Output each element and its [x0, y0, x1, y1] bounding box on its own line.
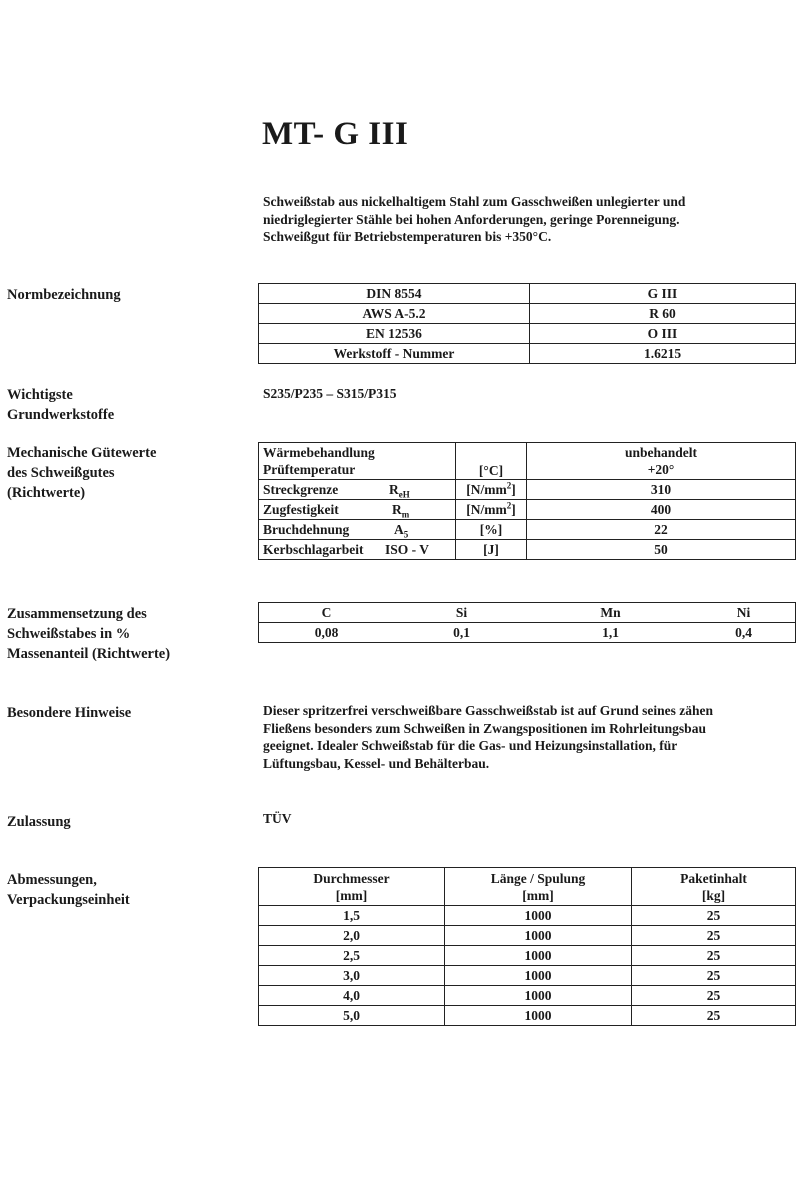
property-unit: [%] — [456, 520, 527, 540]
property-unit: [J] — [456, 540, 527, 560]
table-row — [259, 540, 796, 560]
table-row — [259, 500, 796, 520]
hinweise-label: Besondere Hinweise — [7, 705, 132, 721]
label-line: Zusammensetzung des — [7, 606, 147, 622]
intro-line: Schweißstab aus nickelhaltigem Stahl zum Gasschweißen unlegierter und — [263, 194, 686, 209]
element-c: C — [259, 603, 395, 623]
table-row — [259, 304, 796, 324]
table-row — [259, 623, 796, 643]
cell-length: 1000 — [445, 946, 632, 966]
page-title: MT- G III — [262, 116, 409, 152]
value-ni: 0,4 — [692, 623, 796, 643]
intro-line: niedriglegierter Stähle bei hohen Anforderungen, geringe Porenneigung. — [263, 211, 680, 227]
property-unit: $[N/mm^2]$ — [456, 500, 527, 520]
cell-length: 1000 — [445, 966, 632, 986]
cell-package: 25 — [632, 946, 796, 966]
table-row — [259, 906, 796, 926]
text-line: geeignet. Idealer Schweißstab für die Gas- und Heizungsinstallation, für — [263, 738, 678, 753]
cell-package: 25 — [632, 926, 796, 946]
property-value: 22 — [527, 520, 796, 540]
norm-std: DIN 8554 — [259, 284, 530, 304]
label-line: Verpackungseinheit — [7, 892, 130, 908]
zulassung-value: TÜV — [263, 811, 292, 826]
text-line: Lüftungsbau, Kessel- und Behälterbau. — [263, 755, 490, 771]
norm-value: O III — [530, 324, 796, 344]
property-name: Zugfestigkeit $R_m$ — [259, 500, 456, 520]
table-header-row — [259, 443, 796, 480]
label-line: Massenanteil (Richtwerte) — [7, 646, 171, 662]
cell-length: 1000 — [445, 986, 632, 1006]
table-row — [259, 284, 796, 304]
header-paketinhalt: Paketinhalt [kg] — [632, 868, 796, 906]
cell-diameter: 2,0 — [259, 926, 445, 946]
cell-diameter: 4,0 — [259, 986, 445, 1006]
mechanisch-label — [7, 443, 156, 503]
table-row — [259, 946, 796, 966]
table-row — [259, 966, 796, 986]
table-row — [259, 926, 796, 946]
norm-value: G III — [530, 284, 796, 304]
text-line: Dieser spritzerfrei verschweißbare Gasschweißstab ist auf Grund seines zähen — [263, 703, 713, 718]
table-row — [259, 480, 796, 500]
norm-value: R 60 — [530, 304, 796, 324]
property-name: Kerbschlagarbeit ISO - V — [259, 540, 456, 560]
cell-length: 1000 — [445, 906, 632, 926]
label-line: Mechanische Gütewerte — [7, 445, 157, 461]
cell-length: 1000 — [445, 1006, 632, 1026]
element-mn: Mn — [529, 603, 692, 623]
table-header-row — [259, 868, 796, 906]
property-name: Bruchdehnung $A_5$ — [259, 520, 456, 540]
temp-unit: [°C] — [456, 443, 527, 480]
cell-diameter: 5,0 — [259, 1006, 445, 1026]
value-c: 0,08 — [259, 623, 395, 643]
norm-std: Werkstoff - Nummer — [259, 344, 530, 364]
property-value: 310 — [527, 480, 796, 500]
table-row — [259, 324, 796, 344]
cell-diameter: 1,5 — [259, 906, 445, 926]
value-si: 0,1 — [394, 623, 529, 643]
property-value: 50 — [527, 540, 796, 560]
intro-paragraph — [263, 193, 783, 246]
zusammensetzung-label — [7, 604, 170, 664]
element-si: Si — [394, 603, 529, 623]
property-value: 400 — [527, 500, 796, 520]
abmessungen-label — [7, 870, 130, 910]
value-mn: 1,1 — [529, 623, 692, 643]
cell-package: 25 — [632, 966, 796, 986]
label-line: des Schweißgutes — [7, 465, 115, 481]
table-row — [259, 986, 796, 1006]
cell-package: 25 — [632, 1006, 796, 1026]
mechanical-properties-table — [258, 442, 796, 560]
treatment-value: unbehandelt +20° — [527, 443, 796, 480]
cell-package: 25 — [632, 986, 796, 1006]
table-row — [259, 344, 796, 364]
table-header-row — [259, 603, 796, 623]
table-row — [259, 520, 796, 540]
grundwerkstoffe-value: S235/P235 – S315/P315 — [263, 386, 397, 401]
header-laenge: Länge / Spulung [mm] — [445, 868, 632, 906]
cell-diameter: 3,0 — [259, 966, 445, 986]
norm-label: Normbezeichnung — [7, 287, 121, 303]
property-name: Streckgrenze $R_{eH}$ — [259, 480, 456, 500]
cell-length: 1000 — [445, 926, 632, 946]
norm-std: AWS A-5.2 — [259, 304, 530, 324]
composition-table — [258, 602, 796, 643]
cell-package: 25 — [632, 906, 796, 926]
dimensions-table — [258, 867, 796, 1026]
table-row — [259, 1006, 796, 1026]
heat-treatment-header: Wärmebehandlung Prüftemperatur — [259, 443, 456, 480]
header-durchmesser: Durchmesser [mm] — [259, 868, 445, 906]
element-ni: Ni — [692, 603, 796, 623]
norm-table — [258, 283, 796, 364]
property-unit: $[N/mm^2]$ — [456, 480, 527, 500]
text-line: Fließens besonders zum Schweißen in Zwangspositionen im Rohrleitungsbau — [263, 720, 706, 736]
intro-line: Schweißgut für Betriebstemperaturen bis +350°C. — [263, 229, 552, 244]
label-line: (Richtwerte) — [7, 485, 86, 501]
grundwerkstoffe-label — [7, 385, 114, 425]
label-line: Schweißstabes in % — [7, 626, 131, 642]
hinweise-text — [263, 702, 793, 772]
norm-value: 1.6215 — [530, 344, 796, 364]
label-line: Abmessungen, — [7, 872, 97, 888]
norm-std: EN 12536 — [259, 324, 530, 344]
label-line: Grundwerkstoffe — [7, 407, 115, 423]
zulassung-label: Zulassung — [7, 814, 71, 830]
label-line: Wichtigste — [7, 387, 73, 403]
cell-diameter: 2,5 — [259, 946, 445, 966]
